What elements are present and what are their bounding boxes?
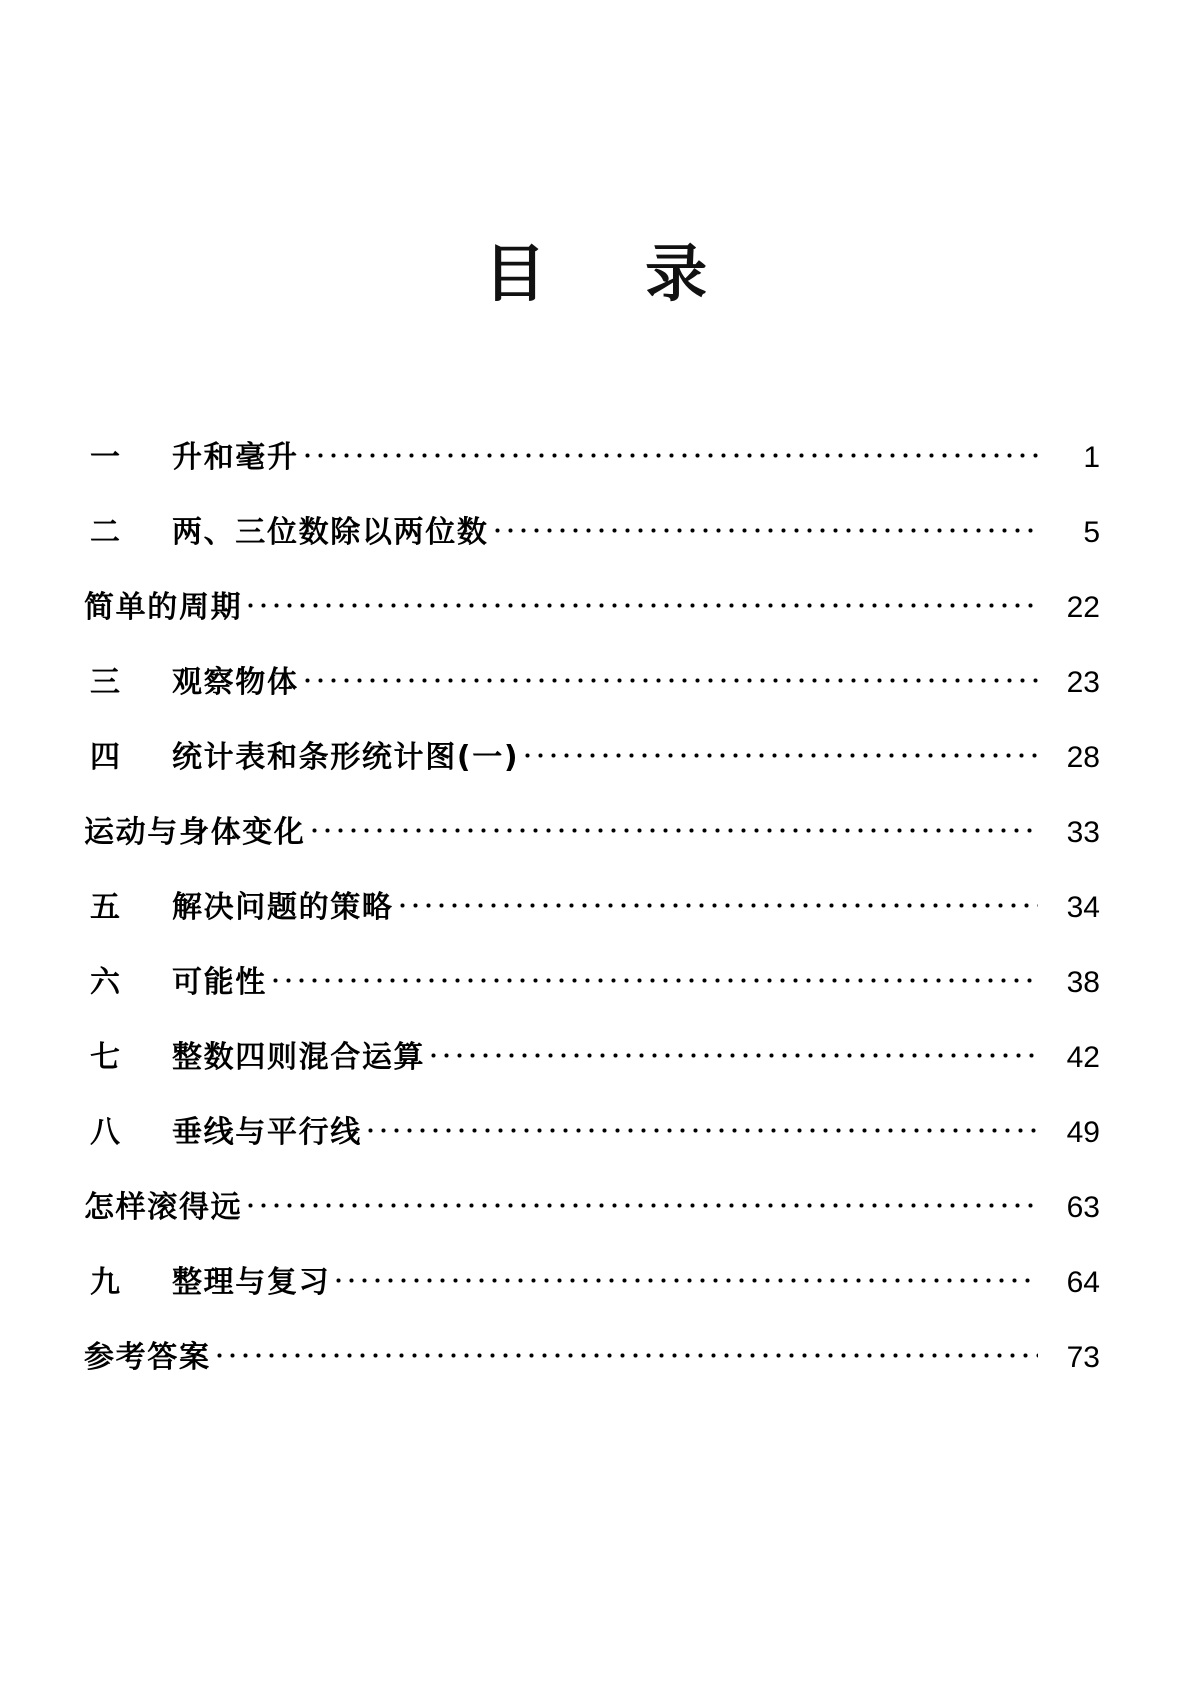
- toc-entry-label: 垂线与平行线: [172, 1115, 362, 1150]
- toc-entry-number: 七: [90, 1040, 121, 1075]
- toc-dot-leader: [427, 1037, 1038, 1067]
- toc-entry-page-number: 38: [1066, 966, 1100, 999]
- toc-entry-heading: [84, 582, 242, 626]
- toc-entry[interactable]: [90, 1032, 1100, 1107]
- toc-entry-heading: [90, 1032, 425, 1076]
- toc-entry-label: 整数四则混合运算: [172, 1040, 426, 1075]
- toc-entry-label: 统计表和条形统计图(一): [172, 740, 520, 775]
- toc-entry[interactable]: [84, 582, 1100, 657]
- toc-entry-number: 八: [90, 1115, 121, 1150]
- toc-entry[interactable]: [84, 807, 1100, 882]
- toc-entry[interactable]: [90, 957, 1100, 1032]
- toc-dot-leader: [213, 1337, 1038, 1367]
- toc-entry-number: 六: [90, 965, 121, 1000]
- toc-dot-leader: [308, 812, 1038, 842]
- toc-entry-heading: [90, 732, 519, 776]
- toc-entry[interactable]: [84, 1332, 1100, 1407]
- toc-dot-leader: [521, 737, 1038, 767]
- page-title: 目 录: [483, 237, 726, 310]
- toc-entry-label: 简单的周期: [84, 590, 243, 625]
- toc-entry-page-number: 34: [1066, 891, 1100, 924]
- toc-entry[interactable]: [84, 1182, 1100, 1257]
- toc-entry-heading: [90, 657, 299, 701]
- toc-dot-leader: [301, 662, 1038, 692]
- toc-entry-page-number: 33: [1066, 816, 1100, 849]
- toc-entry-label: 升和毫升: [172, 440, 299, 475]
- toc-entry-number: 九: [90, 1265, 121, 1300]
- toc-entry-page-number: 64: [1066, 1266, 1100, 1299]
- toc-entry[interactable]: [90, 1107, 1100, 1182]
- toc-entry[interactable]: [90, 432, 1100, 507]
- toc-entry-label: 观察物体: [172, 665, 299, 700]
- toc-entry-page-number: 5: [1083, 516, 1100, 549]
- toc-entry-heading: [84, 1182, 242, 1226]
- toc-entry-label: 可能性: [172, 965, 267, 1000]
- toc-entry-page-number: 49: [1066, 1116, 1100, 1149]
- toc-entry-heading: [90, 882, 394, 926]
- toc-entry-page-number: 73: [1066, 1341, 1100, 1374]
- toc-dot-leader: [364, 1112, 1038, 1142]
- toc-entry-label: 怎样滚得远: [84, 1190, 243, 1225]
- toc-entry-heading: [90, 507, 489, 551]
- toc-entry-page-number: 23: [1066, 666, 1100, 699]
- toc-dot-leader: [396, 887, 1038, 917]
- toc-entry[interactable]: [90, 882, 1100, 957]
- toc-dot-leader: [301, 437, 1038, 467]
- toc-entry-page-number: 42: [1066, 1041, 1100, 1074]
- toc-entry-number: 二: [90, 515, 121, 550]
- toc-entry-page-number: 63: [1066, 1191, 1100, 1224]
- toc-entry-heading: [84, 807, 306, 851]
- toc-entry-number: 三: [90, 665, 121, 700]
- toc-entry-number: 五: [90, 890, 121, 925]
- toc-entry-label: 参考答案: [84, 1340, 211, 1375]
- toc-entry-number: 四: [90, 740, 121, 775]
- toc-entry-page-number: 22: [1066, 591, 1100, 624]
- toc-entry-heading: [84, 1332, 211, 1376]
- toc-entry[interactable]: [90, 657, 1100, 732]
- table-of-contents-list: [84, 432, 1100, 1407]
- toc-entry[interactable]: [90, 1257, 1100, 1332]
- toc-entry-heading: [90, 1107, 362, 1151]
- toc-entry-label: 运动与身体变化: [84, 815, 306, 850]
- toc-entry[interactable]: [90, 732, 1100, 807]
- toc-entry-label: 整理与复习: [172, 1265, 331, 1300]
- toc-dot-leader: [269, 962, 1038, 992]
- toc-entry-label: 解决问题的策略: [172, 890, 394, 925]
- toc-entry-label: 两、三位数除以两位数: [172, 515, 489, 550]
- toc-entry-heading: [90, 432, 299, 476]
- toc-dot-leader: [244, 1187, 1038, 1217]
- toc-entry[interactable]: [90, 507, 1100, 582]
- toc-entry-heading: [90, 1257, 330, 1301]
- toc-dot-leader: [244, 587, 1038, 617]
- toc-entry-page-number: 28: [1066, 741, 1100, 774]
- toc-dot-leader: [332, 1262, 1038, 1292]
- toc-entry-heading: [90, 957, 267, 1001]
- toc-entry-number: 一: [90, 440, 121, 475]
- toc-entry-page-number: 1: [1083, 441, 1100, 474]
- toc-dot-leader: [491, 512, 1039, 542]
